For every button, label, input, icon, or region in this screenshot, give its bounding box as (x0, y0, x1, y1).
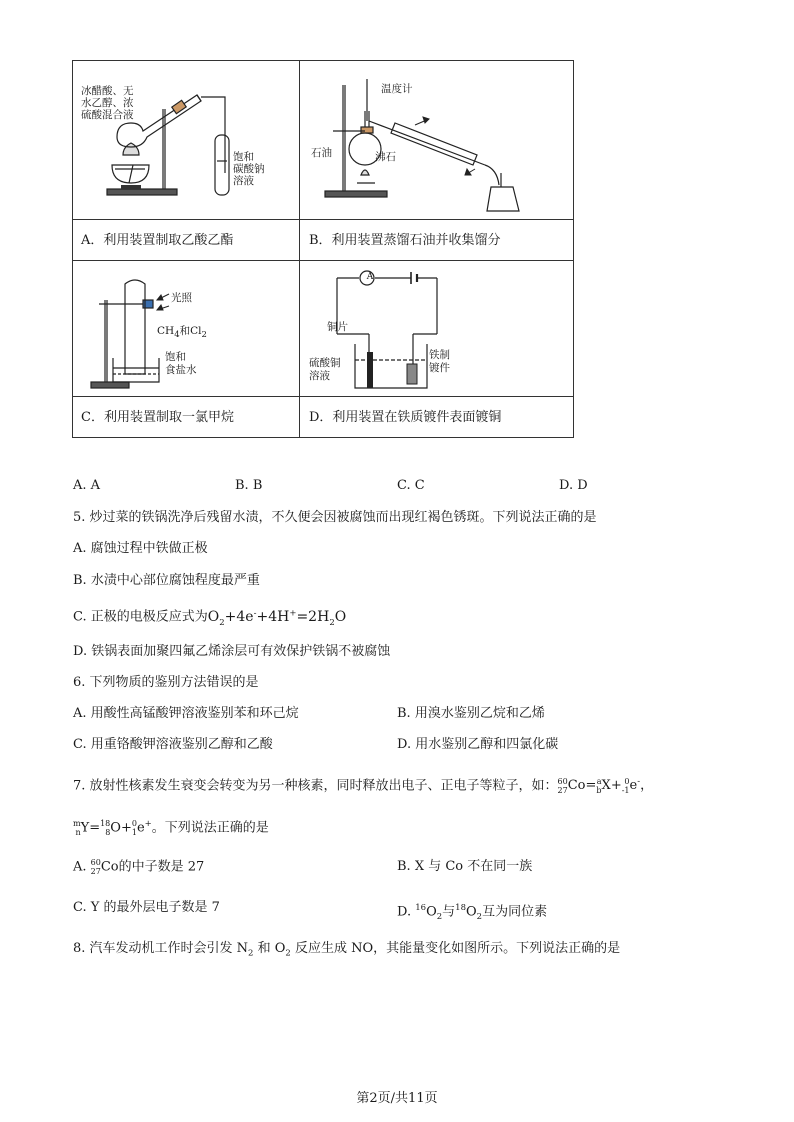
table-divider-3 (73, 396, 573, 397)
caption-d: D．利用装置在铁质镀件表面镀铜 (309, 410, 502, 425)
caption-b: B．利用装置蒸馏石油并收集馏分 (309, 233, 501, 248)
q6-option-b: B. 用溴水鉴别乙烷和乙烯 (397, 706, 545, 721)
carbonate-solution-label: 饱和 碳酸钠 溶液 (233, 151, 265, 187)
oil-label: 石油 (311, 147, 332, 159)
page-number: 第2页/共11页 (356, 1091, 438, 1106)
table-divider-vertical (299, 61, 300, 437)
q6-option-d: D. 用水鉴别乙醇和四氯化碳 (397, 737, 559, 752)
cathode-equation: $O_2+4e^-+4H^+=2H_2O$ (207, 608, 347, 628)
table-divider-1 (73, 219, 573, 220)
q6-stem: 6. 下列物质的鉴别方法错误的是 (73, 675, 259, 690)
thermometer-label: 温度计 (381, 83, 413, 95)
q7-option-a: A. 60 27 Co的中子数是 27 (73, 858, 205, 876)
q7-stem: 7. 放射性核素发生衰变会转变为另一种核素，同时释放出电子、正电子等粒子，如： 60 27 Co= a b X+ 0 -1 e-， (73, 776, 654, 795)
distillation-apparatus-figure (305, 65, 571, 215)
q4-choice-c: C. C (397, 478, 425, 493)
caption-c: C．利用装置制取一氯甲烷 (81, 410, 234, 425)
apparatus-table (72, 60, 574, 438)
q4-choice-d: D. D (559, 478, 588, 493)
q5-option-c: C. 正极的电极反应式为$O_2+4e^-+4H^+=2H_2O$ (73, 608, 347, 628)
q7-option-b: B. X 与 Co 不在同一族 (397, 859, 533, 874)
copper-plate-label: 铜片 (327, 321, 348, 333)
boiling-stones-label: 沸石 (375, 151, 396, 163)
q4-choice-a: A. A (73, 478, 101, 493)
q5-stem: 5. 炒过菜的铁锅洗净后残留水渍，不久便会因被腐蚀而出现红褐色锈斑。下列说法正确的是 (73, 510, 597, 525)
q6-option-a: A. 用酸性高锰酸钾溶液鉴别苯和环己烷 (73, 706, 299, 721)
gas-mixture-label: $CH_4$和$Cl_2$ (157, 325, 207, 341)
iron-workpiece-label: 铁制 镀件 (429, 349, 450, 374)
caption-a: A．利用装置制取乙酸乙酯 (81, 233, 234, 248)
q7-option-d: D. $^{16}O_2$与$^{18}O_2$互为同位素 (397, 903, 548, 922)
q8-stem: 8. 汽车发动机工作时会引发 $N_2$ 和 $O_2$ 反应生成 NO，其能量变化如图所示。下列说法正确的是 (73, 941, 621, 959)
table-divider-2 (73, 260, 573, 261)
q5-option-a: A. 腐蚀过程中铁做正极 (73, 541, 208, 556)
q5-option-b: B. 水渍中心部位腐蚀程度最严重 (73, 573, 260, 588)
q7-option-c: C. Y 的最外层电子数是 7 (73, 900, 220, 915)
q7-equation-2: m n Y= 18 8 O+ 0 1 e+。下列说法正确的是 (73, 818, 269, 837)
brine-label: 饱和 食盐水 (165, 351, 197, 376)
light-label: 光照 (171, 292, 192, 304)
q6-option-c: C. 用重铬酸钾溶液鉴别乙醇和乙酸 (73, 737, 273, 752)
copper-sulfate-label: 硫酸铜 溶液 (309, 357, 341, 382)
q4-choice-b: B. B (235, 478, 263, 493)
q5-option-d: D. 铁锅表面加聚四氟乙烯涂层可有效保护铁锅不被腐蚀 (73, 644, 391, 659)
mixture-label: 冰醋酸、无 水乙醇、浓 硫酸混合液 (81, 85, 134, 121)
ammeter-symbol: A (366, 272, 374, 282)
decay-equation-1: 60 27 Co= a b X+ 0 -1 e-， (557, 776, 654, 795)
